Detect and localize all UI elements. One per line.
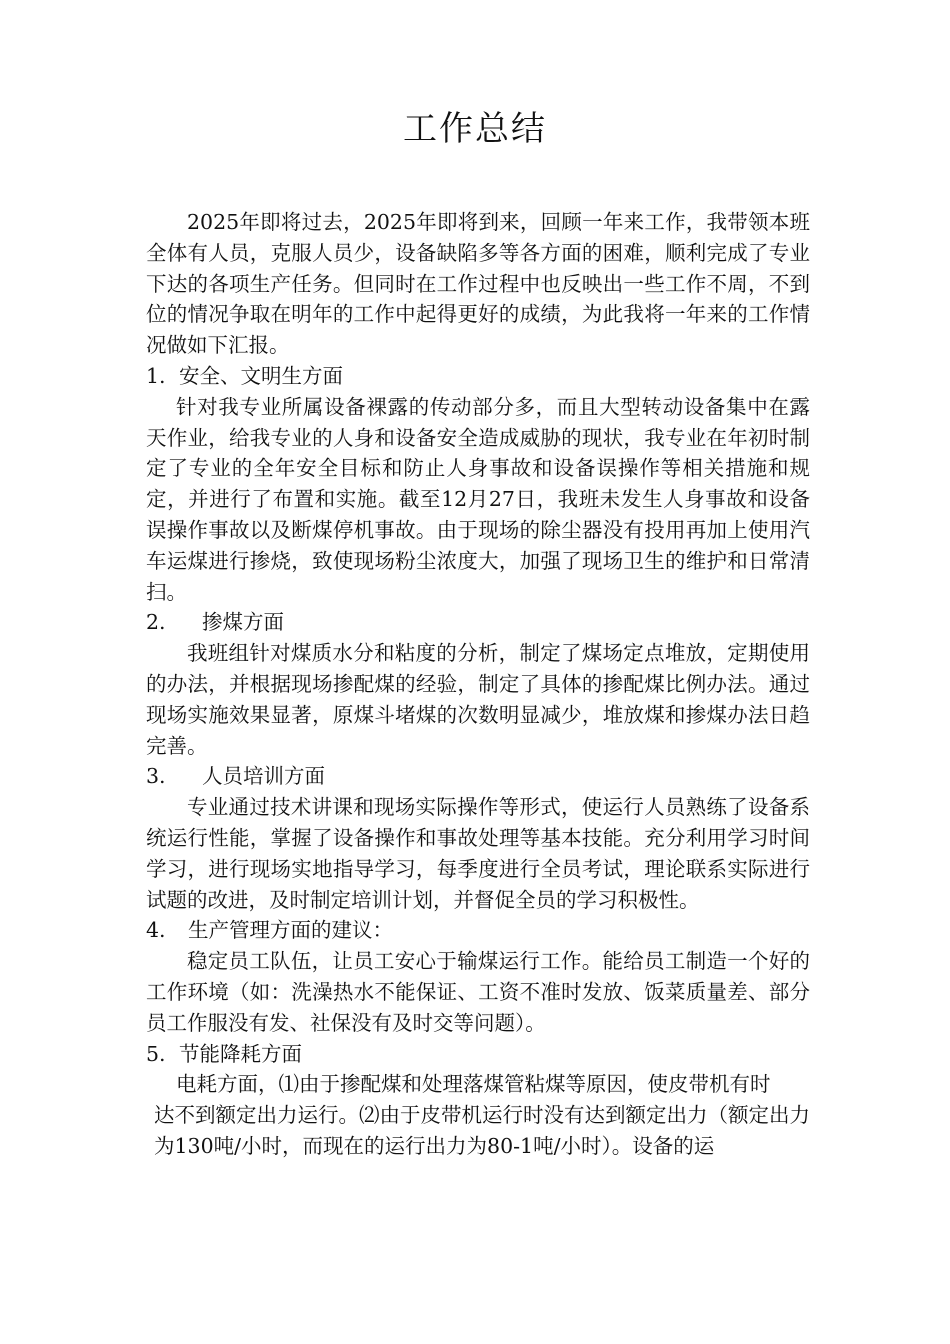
section-title: 节能降耗方面 [179,1041,302,1066]
section-paragraph-coal-blending: 我班组针对煤质水分和粘度的分析，制定了煤场定点堆放，定期使用的办法，并根据现场掺配煤的经验，制定了具体的掺配煤比例办法。通过现场实施效果显著，原煤斗堵煤的次数明显减少，堆放煤和掺煤办法日趋完善。 [146,641,810,758]
section-heading-coal-blending [146,607,810,638]
section-title: 安全、文明生方面 [179,363,343,388]
section-heading-safety [146,361,810,392]
document-body [146,207,810,1162]
section-paragraph-energy-first-line: 电耗方面，⑴由于掺配煤和处理落煤管粘煤等原因，使皮带机有时 [176,1072,771,1097]
section-paragraph-management: 稳定员工队伍，让员工安心于输煤运行工作。能给员工制造一个好的工作环境（如：洗澡热水不能保证、工资不准时发放、饭菜质量差、部分员工作服没有发、社保没有及时交等问题）。 [146,949,810,1035]
section-number: 4. [146,918,166,943]
section-title: 人员培训方面 [202,764,325,789]
section-title: 掺煤方面 [202,610,284,635]
section-title: 生产管理方面的建议： [188,918,393,943]
section-paragraph-training: 专业通过技术讲课和现场实际操作等形式，使运行人员熟练了设备系统运行性能，掌握了设备操作和事故处理等基本技能。充分利用学习时间学习，进行现场实地指导学习，每季度进行全员考试，理论联系实际进行试题的改进，及时制定培训计划，并督促全员的学习积极性。 [146,795,810,912]
section-number: 3. [146,764,166,789]
section-number: 5. [146,1041,166,1066]
section-number: 2. [146,610,166,635]
section-paragraph-safety: 针对我专业所属设备裸露的传动部分多，而且大型转动设备集中在露天作业，给我专业的人身和设备安全造成威胁的现状，我专业在年初时制定了专业的全年安全目标和防止人身事故和设备误操作等相关措施和规定，并进行了布置和实施。截至12月27日，我班未发生人身事故和设备误操作事故以及断煤停机事故。由于现场的除尘器没有投用再加上使用汽车运煤进行掺烧，致使现场粉尘浓度大，加强了现场卫生的维护和日常清扫。 [146,394,810,604]
intro-paragraph: 2025年即将过去，2025年即将到来，回顾一年来工作，我带领本班全体有人员，克服人员少，设备缺陷多等各方面的困难，顺利完成了专业下达的各项生产任务。但同时在工作过程中也反映出一些工作不周，不到位的情况争取在明年的工作中起得更好的成绩，为此我将一年来的工作情况做如下汇报。 [146,210,810,358]
section-heading-energy [146,1039,810,1070]
section-heading-training [146,761,810,792]
section-paragraph-energy [146,1069,810,1161]
document-title: 工作总结 [403,109,547,149]
section-number: 1. [146,363,166,388]
section-paragraph-energy-rest: 达不到额定出力运行。⑵由于皮带机运行时没有达到额定出力（额定出力为130吨/小时，而现在的运行出力为80-1吨/小时）。设备的运 [154,1103,810,1158]
section-heading-management [146,915,810,946]
